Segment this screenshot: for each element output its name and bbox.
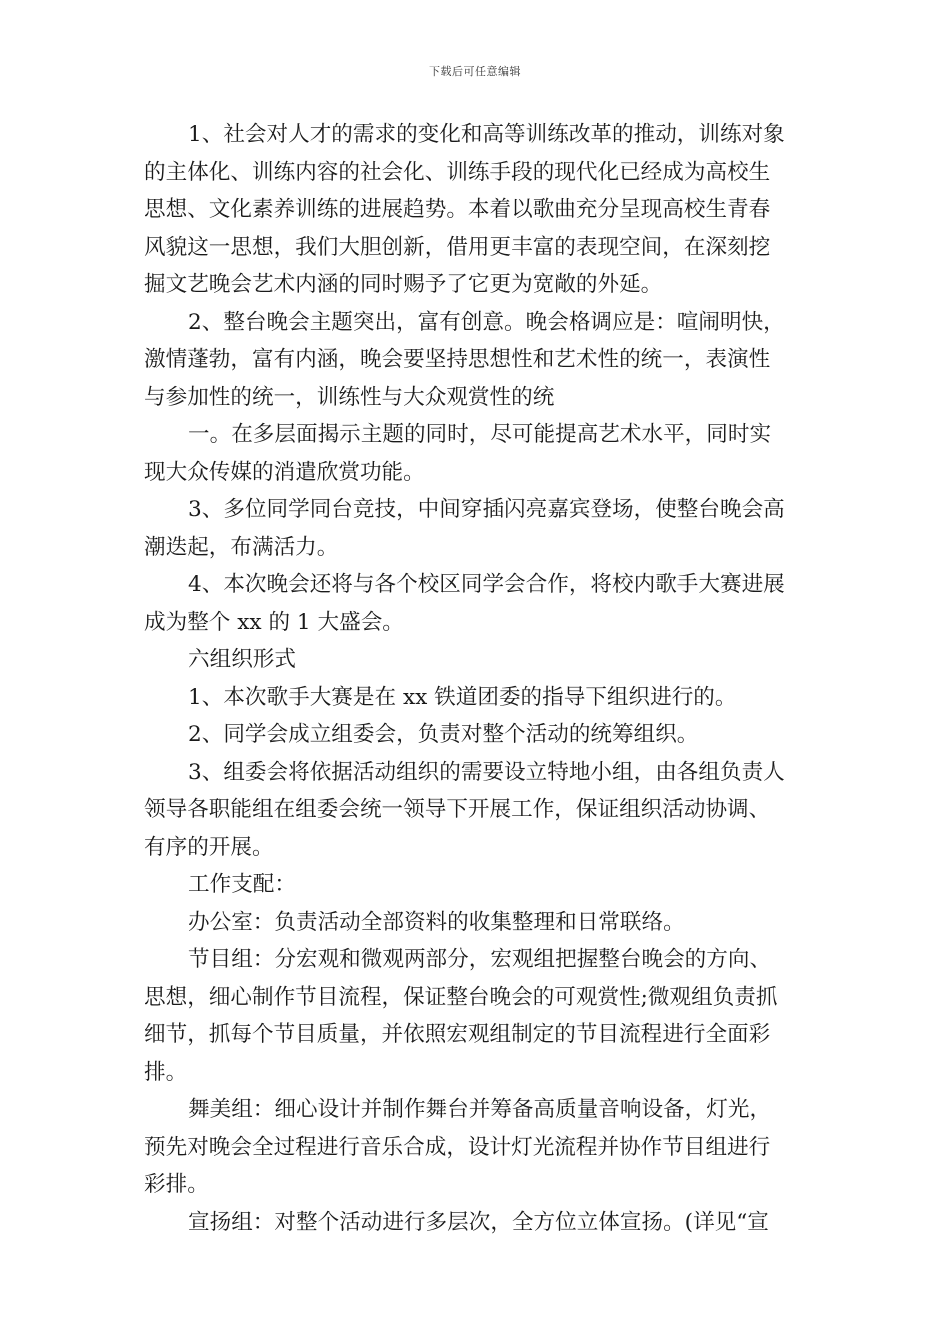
paragraph (144, 491, 812, 566)
text-line: 3、多位同学同台竞技，中间穿插闪亮嘉宾登场，使整台晚会高 (188, 497, 785, 522)
text-line: 掘文艺晚会艺术内涵的同时赐予了它更为宽敞的外延。 (144, 272, 663, 297)
paragraph (144, 1091, 812, 1204)
text-line: 舞美组：细心设计并制作舞台并筹备高质量音响设备，灯光， (188, 1097, 772, 1122)
text-line: 现大众传媒的消遣欣赏功能。 (144, 459, 425, 485)
text-line: 预先对晚会全过程进行音乐合成，设计灯光流程并协作节目组进行 (144, 1134, 771, 1160)
paragraph (144, 304, 812, 417)
text-line: 1、社会对人才的需求的变化和高等训练改革的推动，训练对象 (188, 122, 785, 147)
paragraph (144, 866, 812, 904)
text-line: 的主体化、训练内容的社会化、训练手段的现代化已经成为高校生 (144, 159, 771, 185)
text-line: 六组织形式 (188, 647, 296, 672)
text-line: 3、组委会将依据活动组织的需要设立特地小组，由各组负责人 (188, 759, 785, 785)
text-line: 潮迭起，布满活力。 (144, 534, 339, 560)
text-line: 成为整个 xx 的 1 大盛会。 (144, 609, 404, 635)
paragraph (144, 716, 812, 754)
paragraph (144, 941, 812, 1091)
paragraph (144, 679, 812, 717)
text-line: 4、本次晚会还将与各个校区同学会合作，将校内歌手大赛进展 (188, 572, 785, 597)
text-line: 细节，抓每个节目质量，并依照宏观组制定的节目流程进行全面彩 (144, 1022, 771, 1047)
text-line: 激情蓬勃，富有内涵，晚会要坚持思想性和艺术性的统一，表演性 (144, 347, 771, 372)
text-line: 1、本次歌手大赛是在 xx 铁道团委的指导下组织进行的。 (188, 684, 737, 710)
paragraph (144, 416, 812, 491)
page-header: 下载后可任意编辑 (429, 65, 521, 78)
text-line: 思想，细心制作节目流程，保证整台晚会的可观赏性;微观组负责抓 (144, 984, 778, 1010)
text-line: 2、整台晚会主题突出，富有创意。晚会格调应是：喧闹明快， (188, 309, 785, 335)
paragraph (144, 566, 812, 641)
text-line: 2、同学会成立组委会，负责对整个活动的统筹组织。 (188, 722, 699, 747)
document-body (144, 116, 812, 1241)
text-line: 宣扬组：对整个活动进行多层次，全方位立体宣扬。(详见“宣 (188, 1209, 769, 1235)
paragraph (144, 116, 812, 304)
paragraph (144, 641, 812, 679)
text-line: 节目组：分宏观和微观两部分，宏观组把握整台晚会的方向、 (188, 947, 772, 972)
text-line: 领导各职能组在组委会统一领导下开展工作，保证组织活动协调、 (144, 797, 771, 822)
text-line: 彩排。 (144, 1172, 209, 1197)
text-line: 排。 (144, 1059, 188, 1085)
text-line: 思想、文化素养训练的进展趋势。本着以歌曲充分呈现高校生青春 (144, 197, 771, 222)
text-line: 一。在多层面揭示主题的同时，尽可能提高艺术水平，同时实 (188, 422, 772, 447)
text-line: 有序的开展。 (144, 834, 274, 860)
text-line: 工作支配： (188, 872, 296, 897)
text-line: 风貌这一思想，我们大胆创新，借用更丰富的表现空间，在深刻挖 (144, 234, 771, 260)
paragraph (144, 904, 812, 942)
text-line: 办公室：负责活动全部资料的收集整理和日常联络。 (188, 909, 685, 935)
paragraph (144, 1204, 812, 1242)
text-line: 与参加性的统一，训练性与大众观赏性的统 (144, 384, 555, 410)
paragraph (144, 754, 812, 867)
